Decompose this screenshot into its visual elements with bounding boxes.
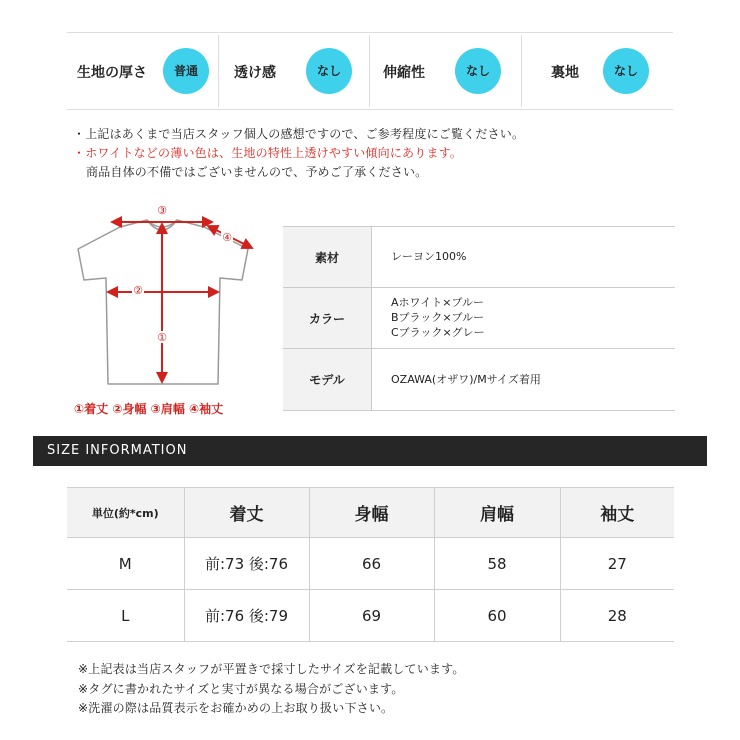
size-label: L	[67, 590, 184, 642]
color-option: Aホワイト×ブルー	[391, 296, 484, 309]
spec-table	[283, 226, 675, 411]
cell-sleeve-length: 28	[560, 590, 674, 642]
header-length: 着丈	[184, 488, 309, 538]
cell-shoulder-width: 58	[434, 538, 560, 590]
spec-row-color	[283, 288, 675, 349]
header-unit: 単位(約*cm)	[67, 488, 184, 538]
attr-stretch	[370, 33, 521, 109]
attr-transparency	[219, 33, 369, 109]
attr-lining-label: 裏地	[551, 65, 579, 81]
size-label: M	[67, 538, 184, 590]
fabric-attributes-bar	[67, 32, 673, 110]
size-table-header-row	[67, 488, 674, 538]
cell-body-width: 69	[309, 590, 434, 642]
header-body-width: 身幅	[309, 488, 434, 538]
size-table	[67, 487, 674, 642]
attr-thickness	[67, 33, 218, 109]
attr-stretch-label: 伸縮性	[383, 65, 425, 81]
cell-length: 前:73 後:76	[184, 538, 309, 590]
table-row	[67, 538, 674, 590]
table-row	[67, 590, 674, 642]
cell-shoulder-width: 60	[434, 590, 560, 642]
footnote-measurement: ※上記表は当店スタッフが平置きで採寸したサイズを記載しています。	[78, 662, 465, 676]
color-option: Cブラック×グレー	[391, 326, 485, 339]
spec-key-material: 素材	[283, 227, 372, 287]
cell-sleeve-length: 27	[560, 538, 674, 590]
attr-transparency-label: 透け感	[234, 65, 276, 81]
spec-key-color: カラー	[283, 288, 372, 348]
tshirt-measurement-diagram	[62, 200, 262, 422]
attr-thickness-badge: 普通	[163, 48, 209, 94]
attr-transparency-badge: なし	[306, 48, 352, 94]
note-staff-impression: ・上記はあくまで当店スタッフ個人の感想ですので、ご参考程度にご覧ください。	[73, 127, 525, 141]
spec-value-material: レーヨン100%	[391, 250, 467, 263]
size-information-header: SIZE INFORMATION	[33, 436, 707, 466]
marker-body-width: ②	[133, 284, 143, 297]
spec-row-material	[283, 227, 675, 288]
attr-stretch-badge: なし	[455, 48, 501, 94]
spec-value-colors	[391, 295, 485, 340]
note-transparency-warning: ・ホワイトなどの薄い色は、生地の特性上透けやすい傾向にあります。	[73, 146, 463, 160]
header-shoulder-width: 肩幅	[434, 488, 560, 538]
footnote-washing: ※洗濯の際は品質表示をお確かめの上お取り扱い下さい。	[78, 701, 394, 715]
marker-sleeve: ④	[222, 231, 232, 244]
cell-length: 前:76 後:79	[184, 590, 309, 642]
marker-shoulder: ③	[157, 204, 167, 217]
header-sleeve-length: 袖丈	[560, 488, 674, 538]
attr-lining	[522, 33, 673, 109]
spec-value-model: OZAWA(オザワ)/Mサイズ着用	[391, 373, 541, 386]
note-not-defect: 商品自体の不備ではございませんので、予めご了承ください。	[86, 165, 428, 179]
spec-key-model: モデル	[283, 349, 372, 410]
cell-body-width: 66	[309, 538, 434, 590]
attr-lining-badge: なし	[603, 48, 649, 94]
spec-row-model	[283, 349, 675, 411]
footnote-tag-size: ※タグに書かれたサイズと実寸が異なる場合がございます。	[78, 682, 404, 696]
marker-body-length: ①	[157, 331, 167, 344]
diagram-legend: ①着丈 ②身幅 ③肩幅 ④袖丈	[74, 402, 224, 416]
attr-thickness-label: 生地の厚さ	[77, 65, 147, 81]
color-option: Bブラック×ブルー	[391, 311, 485, 324]
